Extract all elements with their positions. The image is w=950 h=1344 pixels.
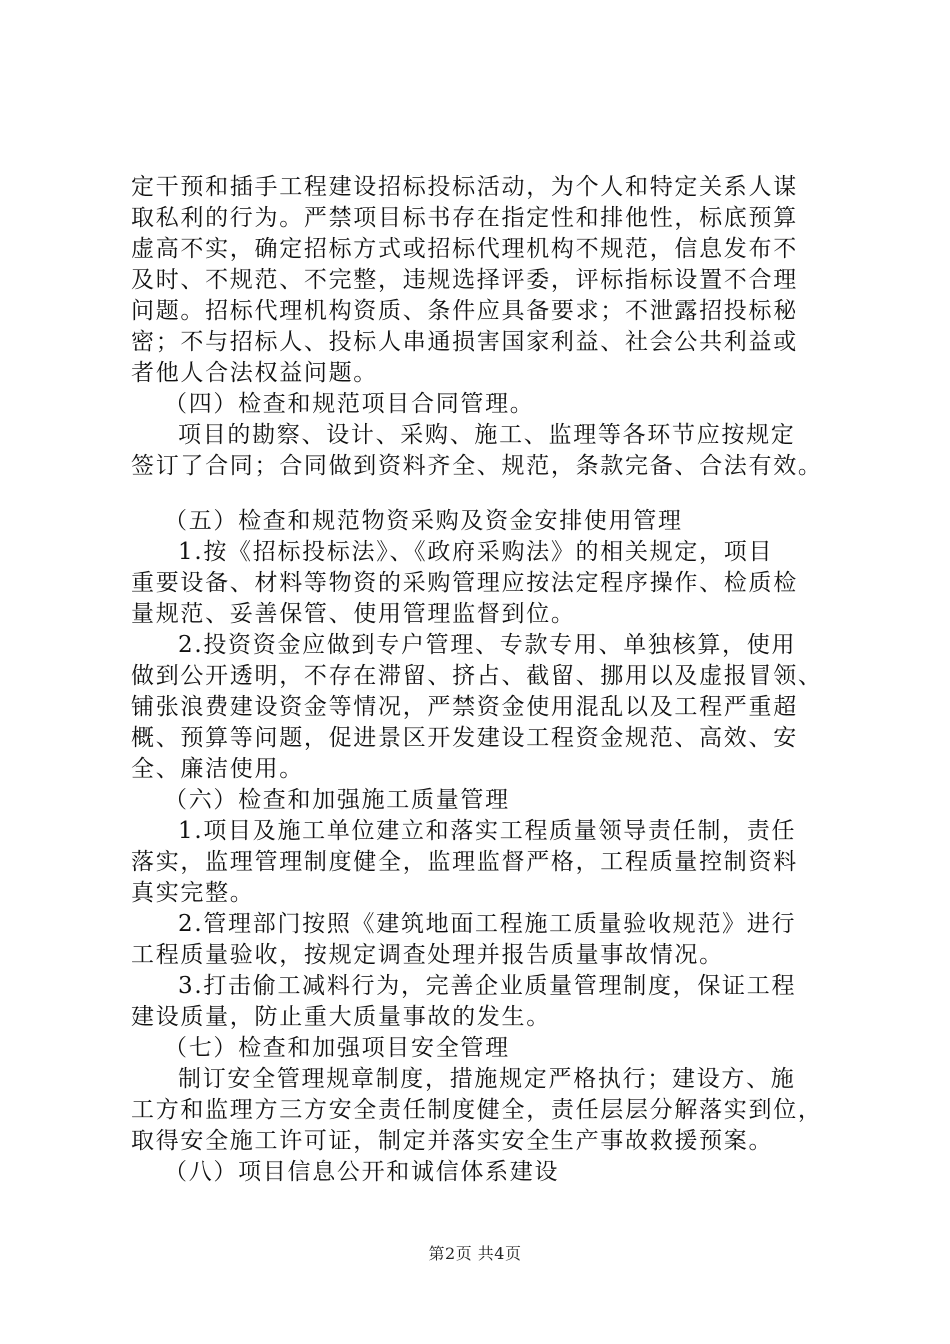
text-line: 2.管理部门按照《建筑地面工程施工质量验收规范》进行 xyxy=(178,911,797,937)
text-line: 者他人合法权益问题。 xyxy=(131,360,378,386)
text-line: 及时、不规范、不完整，违规选择评委，评标指标设置不合理 xyxy=(131,267,798,293)
text-line: 工方和监理方三方安全责任制度健全，责任层层分解落实到位， xyxy=(131,1097,823,1123)
text-line: 落实，监理管理制度健全，监理监督严格，工程质量控制资料 xyxy=(131,849,798,875)
text-line: 全、廉洁使用。 xyxy=(131,756,304,782)
page-number: 第2页 共4页 xyxy=(428,1244,522,1263)
section-heading: （七）检查和加强项目安全管理 xyxy=(164,1035,510,1061)
text-line: 量规范、妥善保管、使用管理监督到位。 xyxy=(131,601,576,627)
text-line: 1.项目及施工单位建立和落实工程质量领导责任制，责任 xyxy=(178,818,797,844)
text-line: 建设质量，防止重大质量事故的发生。 xyxy=(131,1004,551,1030)
text-line: 定干预和插手工程建设招标投标活动，为个人和特定关系人谋 xyxy=(131,174,798,200)
section-heading: （六）检查和加强施工质量管理 xyxy=(164,787,510,813)
text-line: 项目的勘察、设计、采购、施工、监理等各环节应按规定 xyxy=(178,422,796,448)
section-heading: （八）项目信息公开和诚信体系建设 xyxy=(164,1159,560,1185)
text-line: 密；不与招标人、投标人串通损害国家利益、社会公共利益或 xyxy=(131,329,798,355)
text-line: 铺张浪费建设资金等情况，严禁资金使用混乱以及工程严重超 xyxy=(131,694,798,720)
text-line: 概、预算等问题，促进景区开发建设工程资金规范、高效、安 xyxy=(131,725,798,751)
text-line: 2.投资资金应做到专户管理、专款专用、单独核算，使用 xyxy=(178,632,797,658)
section-heading: （五）检查和规范物资采购及资金安排使用管理 xyxy=(164,508,683,534)
text-line: 工程质量验收，按规定调查处理并报告质量事故情况。 xyxy=(131,942,724,968)
text-line: 制订安全管理规章制度，措施规定严格执行；建设方、施 xyxy=(178,1066,796,1092)
text-line: 虚高不实，确定招标方式或招标代理机构不规范，信息发布不 xyxy=(131,236,798,262)
document-body xyxy=(131,172,831,1188)
text-line: 签订了合同；合同做到资料齐全、规范，条款完备、合法有效。 xyxy=(131,453,823,479)
text-line: 取私利的行为。严禁项目标书存在指定性和排他性，标底预算 xyxy=(131,205,798,231)
section-heading: （四）检查和规范项目合同管理。 xyxy=(164,391,535,417)
text-line: 1.按《招标投标法》、《政府采购法》的相关规定，项目 xyxy=(178,539,774,565)
text-line: 问题。招标代理机构资质、条件应具备要求；不泄露招投标秘 xyxy=(131,298,798,324)
text-line: 做到公开透明，不存在滞留、挤占、截留、挪用以及虚报冒领、 xyxy=(131,663,823,689)
paragraph-gap xyxy=(131,482,831,506)
page-footer xyxy=(0,1244,950,1264)
text-line: 重要设备、材料等物资的采购管理应按法定程序操作、检质检 xyxy=(131,570,798,596)
text-line: 3.打击偷工减料行为，完善企业质量管理制度，保证工程 xyxy=(178,973,797,999)
text-line: 真实完整。 xyxy=(131,880,255,906)
text-line: 取得安全施工许可证，制定并落实安全生产事故救援预案。 xyxy=(131,1128,774,1154)
